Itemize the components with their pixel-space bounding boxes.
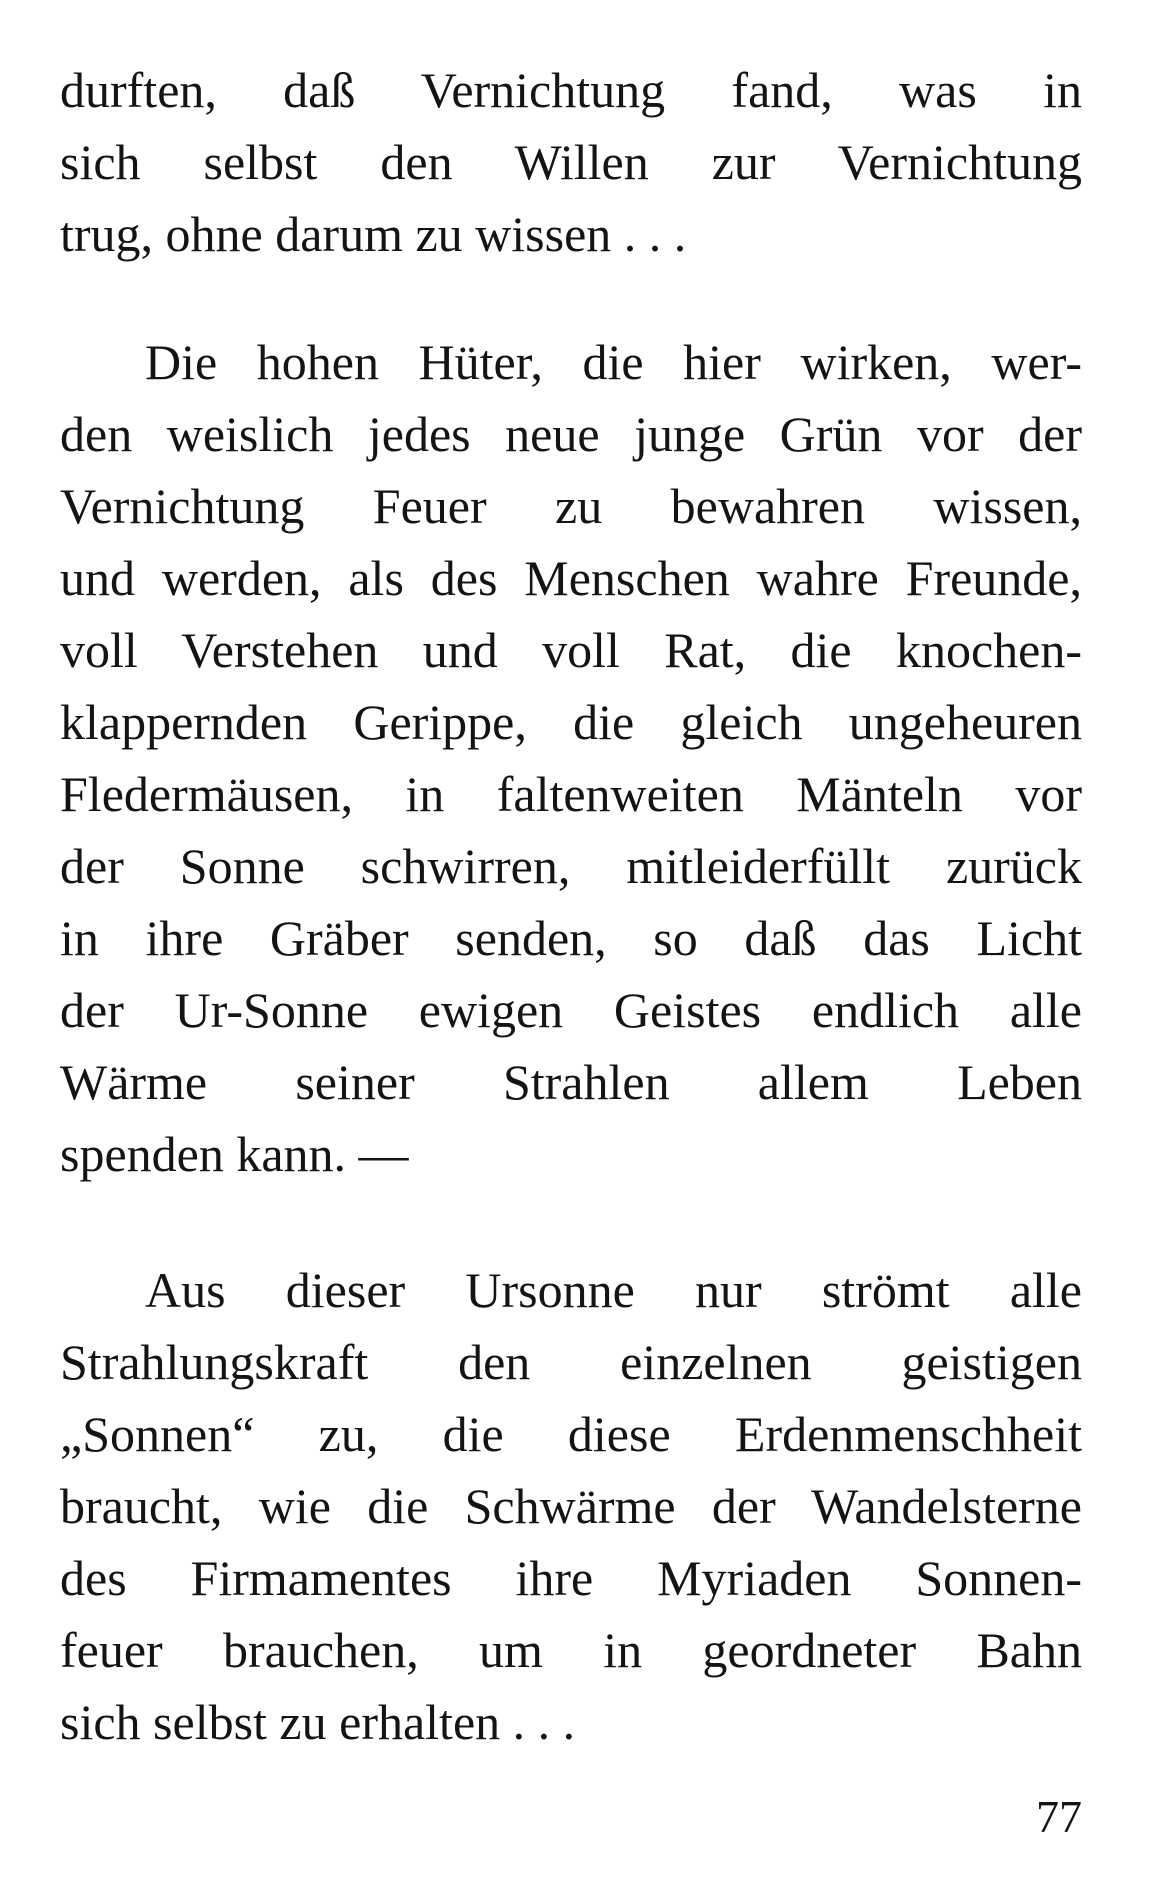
text-line: und werden, als des Menschen wahre Freunde, <box>60 550 1082 606</box>
text-line: des Firmamentes ihre Myriaden Sonnen- <box>60 1550 1082 1606</box>
text-line: der Sonne schwirren, mitleiderfüllt zurück <box>60 838 1082 894</box>
text-line: sich selbst zu erhalten . . . <box>60 1694 576 1750</box>
text-line: Wärme seiner Strahlen allem Leben <box>60 1054 1082 1110</box>
text-line: braucht, wie die Schwärme der Wandelsterne <box>60 1478 1082 1534</box>
text-line: Vernichtung Feuer zu bewahren wissen, <box>60 478 1082 534</box>
text-line: trug, ohne darum zu wissen . . . <box>60 206 687 262</box>
text-line: in ihre Gräber senden, so daß das Licht <box>60 910 1082 966</box>
text-line: Fledermäusen, in faltenweiten Mänteln vor <box>60 766 1082 822</box>
text-line: den weislich jedes neue junge Grün vor der <box>60 406 1082 462</box>
text-line: „Sonnen“ zu, die diese Erdenmenschheit <box>60 1406 1082 1462</box>
text-line: voll Verstehen und voll Rat, die knochen- <box>60 622 1082 678</box>
text-line: der Ur-Sonne ewigen Geistes endlich alle <box>60 982 1082 1038</box>
page-number: 77 <box>1036 1791 1082 1842</box>
text-line: Aus dieser Ursonne nur strömt alle <box>145 1262 1082 1318</box>
text-line: feuer brauchen, um in geordneter Bahn <box>60 1622 1082 1678</box>
text-line: durften, daß Vernichtung fand, was in <box>60 62 1082 118</box>
text-line: Die hohen Hüter, die hier wirken, wer- <box>145 334 1082 390</box>
text-line: sich selbst den Willen zur Vernichtung <box>60 134 1082 190</box>
paragraph-1 <box>60 54 1082 270</box>
text-line: spenden kann. — <box>60 1126 409 1182</box>
paragraph-2 <box>60 326 1082 1190</box>
text-line: klappernden Gerippe, die gleich ungeheuren <box>60 694 1082 750</box>
text-line: Strahlungskraft den einzelnen geistigen <box>60 1334 1082 1390</box>
paragraph-3 <box>60 1254 1082 1758</box>
